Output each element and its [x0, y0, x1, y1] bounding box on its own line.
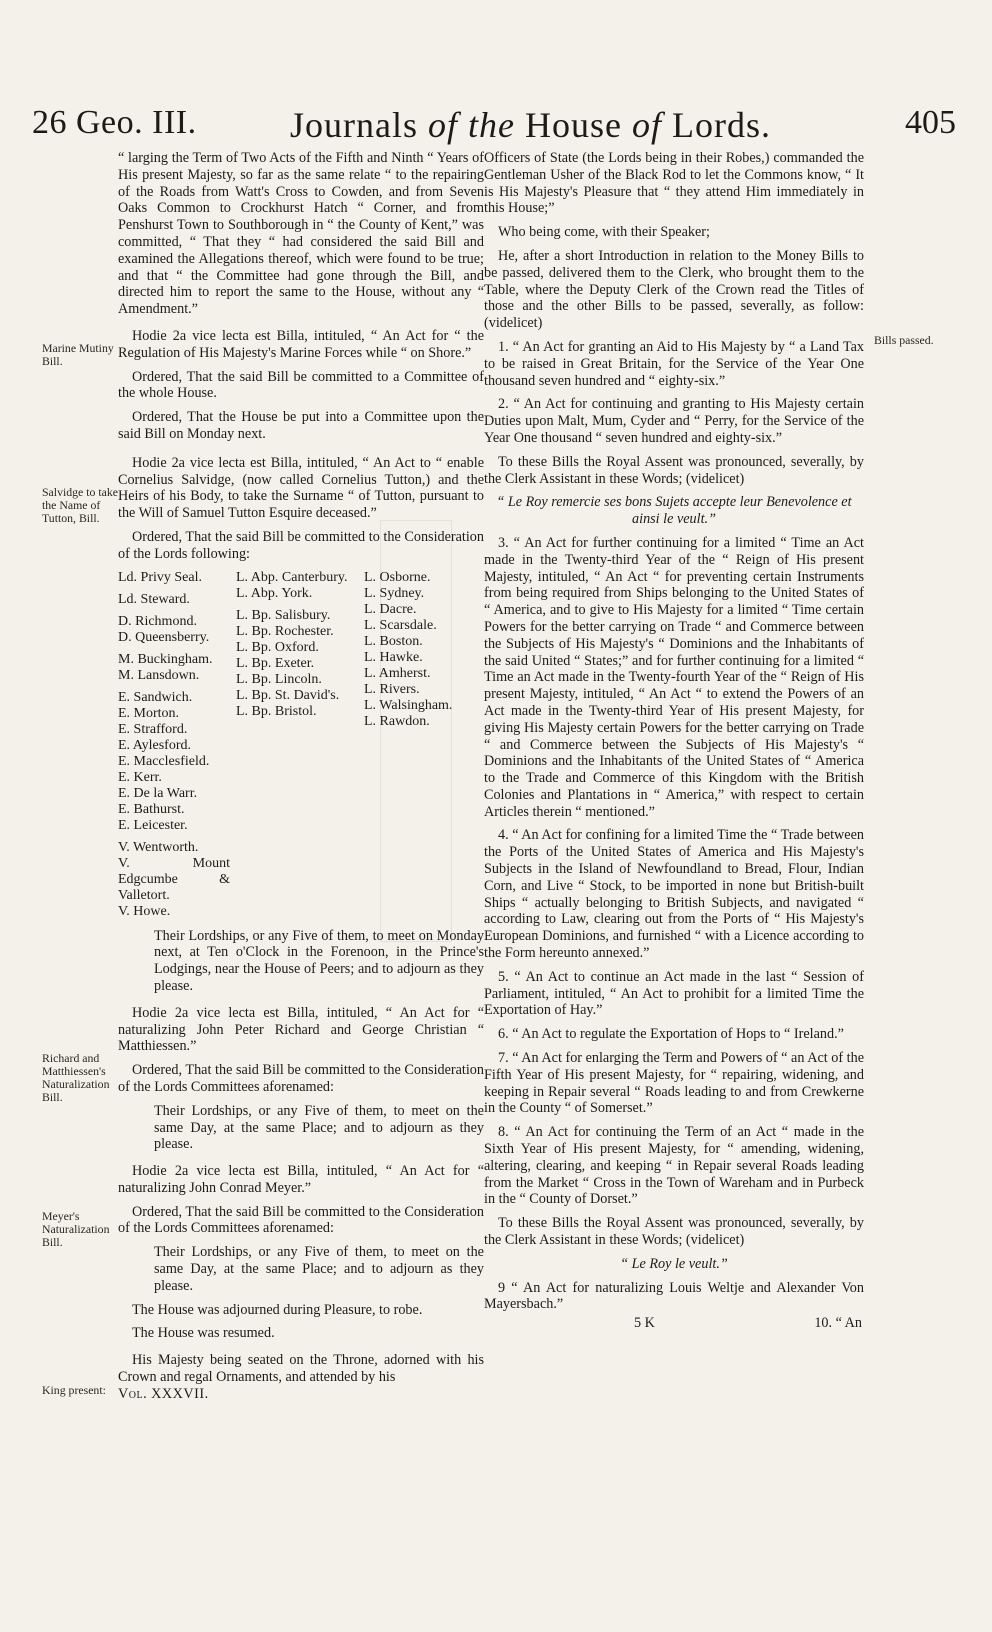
lord-name: E. Aylesford. [118, 737, 191, 753]
paragraph: Ordered, That the said Bill be committed to a Committee of the whole House. [118, 368, 484, 402]
lord-name: L. Abp. Canterbury. [236, 569, 348, 585]
paragraph: Their Lordships, or any Five of them, to meet on the same Day, at the same Place; and to adjourn as they please. [154, 1102, 484, 1153]
right-column [484, 150, 864, 1333]
bill-entry: 7. “ An Act for enlarging the Term and Powers of “ an Act of the Fifth Year of His present Majesty, for “ repairing, widening, and keeping in Repair several “ Roads leading to and from Crewkerne in the County “ of Somerset.” [484, 1050, 864, 1117]
paragraph: The House was adjourned during Pleasure, to robe. [132, 1301, 423, 1318]
page-footer [484, 1315, 864, 1333]
margin-note-marine: Marine Mutiny Bill. [42, 341, 114, 368]
royal-assent-formula: “ Le Roy le veult.” [620, 1255, 728, 1272]
lords-committee-list [118, 570, 484, 920]
paragraph: Hodie 2a vice lecta est Billa, intituled, “ An Act for “ naturalizing John Peter Richard and George Christian “ Matthiessen.” [118, 1004, 484, 1055]
lord-name: L. Amherst. [364, 665, 431, 681]
lord-name: L. Bp. Salisbury. [236, 607, 331, 623]
lord-name: L. Osborne. [364, 569, 431, 585]
paragraph: “ larging the Term of Two Acts of the Fifth and Ninth “ Years of His present Majesty, so far as the same relate “ to the repairing of the Roads from Watt's Cross to Cowden, and from Seven Oaks Common to Crockhurst Hatch “ Corner, and from Penshurst Town to Southborough in “ the County of Kent,” was committed, “ That they “ had considered the said Bill and examined the Allegations thereof, which were found to be true; and that “ the Committee had gone through the Bill, and directed him to report the same to the House, without any “ Amendment.” [118, 150, 484, 318]
paragraph: His Majesty being seated on the Throne, adorned with his Crown and regal Ornaments, and attended by his [118, 1352, 484, 1386]
lord-name: E. Strafford. [118, 721, 188, 737]
margin-note-meyer: Meyer's Naturalization Bill. [42, 1209, 110, 1249]
lord-name: L. Bp. Rochester. [236, 623, 334, 639]
paragraph: Hodie 2a vice lecta est Billa, intituled, “ An Act to “ enable Cornelius Salvidge, (now called Cornelius Tutton,) and the Heirs of his Body, to take the Surname “ of Tutton, pursuant to the Will of Samuel Tutton Esquire deceased.” [118, 454, 484, 522]
lord-name: V. Howe. [118, 903, 171, 919]
lord-name: M. Lansdown. [118, 667, 200, 683]
page-number: 405 [905, 104, 956, 141]
lord-name: L. Dacre. [364, 601, 417, 617]
bill-entry: 1. “ An Act for granting an Aid to His Majesty by “ a Land Tax to be raised in Great Britain, for the Service of the Year One thousand seven hundred and “ eighty-six.” [484, 338, 864, 389]
paragraph: Hodie 2a vice lecta est Billa, intituled, “ An Act for “ the Regulation of His Majesty's Marine Forces while “ on Shore.” [118, 327, 484, 361]
lord-name: L. Scarsdale. [364, 617, 437, 633]
bill-entry: 5. “ An Act to continue an Act made in the last “ Session of Parliament, intituled, “ An Act to prohibit for a limited Time the Exportation of Hay.” [484, 968, 864, 1019]
lord-name: V. Mount Edgcumbe & Valletort. [118, 855, 230, 903]
lord-name: L. Bp. Lincoln. [236, 671, 322, 687]
signature-mark: 5 K [634, 1315, 655, 1332]
paragraph: Hodie 2a vice lecta est Billa, intituled, “ An Act for “ naturalizing John Conrad Meyer.” [118, 1163, 484, 1196]
paragraph: To these Bills the Royal Assent was pronounced, severally, by the Clerk Assistant in these Words; (videlicet) [484, 453, 864, 487]
running-header [30, 74, 962, 145]
bill-entry: 4. “ An Act for confining for a limited Time the “ Trade between the Ports of the United States of America and His Majesty's Subjects in the Island of Newfoundland to Bread, Flour, Indian Corn, and Live “ Stock, to be imported in none but British-built Ships “ actually belonging to British Subjects, and navigated “ according to Law, clearing out from the Ports of “ His Majesty's European Dominions, and furnished “ with a Licence according to the Form hereunto annexed.” [484, 827, 864, 962]
lord-name: Ld. Steward. [118, 591, 190, 607]
left-column [118, 150, 484, 1403]
bill-entry: 2. “ An Act for continuing and granting to His Majesty certain Duties upon Malt, Mum, Cyder and “ Perry, for the Service of the Year One thousand “ seven hundred and eighty-six.” [484, 396, 864, 446]
margin-note-king: King present: [42, 1383, 106, 1397]
lord-name: M. Buckingham. [118, 651, 213, 667]
lord-name: E. Morton. [118, 705, 180, 721]
paragraph: Ordered, That the House be put into a Committee upon the said Bill on Monday next. [118, 409, 484, 442]
paragraph: Ordered, That the said Bill be committed to the Consideration of the Lords following: [118, 528, 484, 562]
lord-name: L. Rawdon. [364, 713, 430, 729]
paragraph: To these Bills the Royal Assent was pronounced, severally, by the Clerk Assistant in these Words; (videlicet) [484, 1215, 864, 1249]
lords-column-1 [118, 570, 230, 920]
bill-entry: 9 “ An Act for naturalizing Louis Weltje and Alexander Von Mayersbach.” [484, 1279, 864, 1313]
paragraph: Their Lordships, or any Five of them, to meet on Monday next, at Ten o'Clock in the Forenoon, in the Prince's Lodgings, near the House of Peers; and to adjourn as they please. [154, 927, 484, 994]
paragraph: He, after a short Introduction in relation to the Money Bills to be passed, delivered them to the Clerk, who brought them to the Table, where the Deputy Clerk of the Crown read the Titles of those and the other Bills to be passed, severally, as follow: (videlicet) [484, 247, 864, 332]
lord-name: L. Bp. St. David's. [236, 687, 340, 703]
regnal-year: 26 Geo. III. [32, 104, 197, 141]
lord-name: L. Abp. York. [236, 585, 313, 601]
paragraph: Who being come, with their Speaker; [498, 224, 710, 241]
lord-name: L. Bp. Oxford. [236, 639, 319, 655]
journal-title: Journals of the House of Lords. [290, 105, 772, 145]
margin-note-richard: Richard and Matthiessen's Naturalization Bill. [42, 1051, 110, 1104]
bill-entry: 6. “ An Act to regulate the Exportation of Hops to “ Ireland.” [498, 1026, 844, 1043]
lord-name: E. Leicester. [118, 817, 188, 833]
lord-name: L. Bp. Exeter. [236, 655, 315, 671]
lord-name: E. De la Warr. [118, 785, 198, 801]
lord-name: D. Richmond. [118, 613, 197, 629]
lord-name: Ld. Privy Seal. [118, 569, 202, 585]
margin-note-bills-passed: Bills passed. [874, 333, 934, 347]
lords-column-2 [236, 570, 358, 920]
paragraph: The House was resumed. [132, 1325, 275, 1342]
bill-entry: 8. “ An Act for continuing the Term of an Act “ made in the Sixth Year of His present Majesty, for “ amending, widening, altering, clearing, and keeping “ in Repair several Roads leading from the Market “ Cross in the Town of Wareham and in Purbeck in the “ County of Dorset.” [484, 1124, 864, 1208]
lord-name: E. Kerr. [118, 769, 162, 785]
lord-name: E. Sandwich. [118, 689, 193, 705]
paragraph: Officers of State (the Lords being in their Robes,) commanded the Gentleman Usher of the Black Rod to let the Commons know, “ It is His Majesty's Pleasure that “ they attend Him immediately in this House;” [484, 150, 864, 217]
lord-name: L. Hawke. [364, 649, 423, 665]
lord-name: E. Bathurst. [118, 801, 185, 817]
lord-name: L. Sydney. [364, 585, 425, 601]
lord-name: L. Boston. [364, 633, 423, 649]
lord-name: V. Wentworth. [118, 839, 199, 855]
lord-name: D. Queensberry. [118, 629, 210, 645]
lord-name: L. Rivers. [364, 681, 420, 697]
paragraph: Their Lordships, or any Five of them, to meet on the same Day, at the same Place; and to adjourn as they please. [154, 1244, 484, 1294]
bill-entry: 3. “ An Act for further continuing for a limited “ Time an Act made in the Twenty-third Year of the “ Reign of His present Majesty, intituled, “ An Act “ for preventing certain Instruments from being required from Ships belonging to the United States of “ America, and to give to His Majesty for a limited “ Time certain Powers for the better carrying on Trade “ and Commerce between the Subjects of His Majesty's “ Dominions and the Inhabitants of the said United “ States;” and for further continuing for a limited “ Time an Act made in the Twenty-fourth Year of the “ Reign of His present Majesty, intituled, “ An Act “ to extend the Powers of an Act made in the Twenty-third Year of His present Majesty, for giving His Majesty certain Powers for the better carrying on Trade “ and Commerce between the Subjects of His Majesty's “ Dominions and the Inhabitants of the United States of “ America to the Trade and Commerce of this Kingdom with the British Colonies and Plantations in “ America,” with respect to certain Articles therein “ mentioned.” [484, 534, 864, 820]
lord-name: E. Macclesfield. [118, 753, 210, 769]
catchword: 10. “ An [814, 1315, 862, 1332]
royal-assent-formula: “ Le Roy remercie ses bons Sujets accepte leur Benevolence et ainsi le veult.” [496, 494, 852, 528]
paragraph: Ordered, That the said Bill be committed to the Consideration of the Lords Committees aforenamed: [118, 1203, 484, 1237]
lords-column-3 [364, 570, 476, 920]
paragraph: Ordered, That the said Bill be committed to the Consideration of the Lords Committees aforenamed: [118, 1062, 484, 1095]
lord-name: L. Bp. Bristol. [236, 703, 317, 719]
volume-number: Vol. XXXVII. [118, 1385, 209, 1402]
lord-name: L. Walsingham. [364, 697, 453, 713]
margin-note-salvidge: Salvidge to take the Name of Tutton, Bill. [42, 485, 119, 525]
